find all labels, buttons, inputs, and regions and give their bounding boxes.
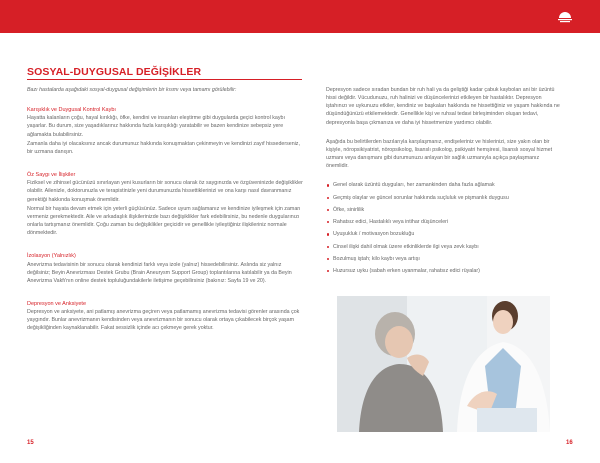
section-paragraph: Depresyon ve anksiyete, ani patlamış anevrizma geçiren veya patlamamış anevrizma tedavisi görenler arasında çok yaygındır. Bunlar anevrizmanın kendisinden veya anevrizmanın bir sonucu olarak ortaya çıkabilecek birçok yaşam değişikliğinden kaynaklanabilir. Fakat sessizlik içinde acı çekmeye gerek yoktur.: [27, 309, 300, 332]
right-column: [326, 86, 562, 279]
title-underline: [27, 79, 302, 80]
list-item: Öfke, sinirlilik: [326, 206, 562, 214]
list-item: Uyuşukluk / motivasyon bozukluğu: [326, 230, 562, 238]
rising-sun-logo-icon: [557, 9, 573, 23]
right-paragraph: Aşağıda bu belirtilerden bazılarıyla karşılaşmanız, endişeleriniz ve hislerinizi, size yakın olan bir kişiyle, nöropsikiyatrist, nöropsikolog, lisanslı psikolog, psikiyatri hemşiresi, lisanslı sosyal hizmet uzmanı veya danışmanı gibi durumunuzu anlayan bir sağlık uzmanıyla açıkça paylaşmanız önemlidir.: [326, 138, 553, 170]
list-item: Huzursuz uyku (sabah erken uyanmalar, rahatsız edici rüyalar): [326, 267, 562, 275]
doctor-patient-photo: [337, 296, 550, 432]
left-column: [27, 86, 305, 334]
consultation-illustration: [337, 296, 550, 432]
list-item: Geçmiş olaylar ve güncel sorunlar hakkında suçluluk ve pişmanlık duygusu: [326, 194, 562, 202]
section-paragraph: Zamanla daha iyi olacaksınız ancak durumunuz hakkında konuşmaktan çekinmeyin ve kendinizi zayıf hissederseniz, bir uzmana danışın.: [27, 140, 300, 155]
page-title: SOSYAL-DUYGUSAL DEĞİŞİKLER: [27, 66, 202, 78]
list-item: Cinsel ilişki dahil olmak üzere etkinliklerde ilgi veya zevk kaybı: [326, 243, 562, 251]
section-heading: İzolasyon (Yalnızlık): [27, 253, 76, 260]
list-item: Rahatsız edici, Hastalıklı veya intihar düşünceleri: [326, 218, 562, 226]
list-item: Bozulmuş iştah; kilo kaybı veya artışı: [326, 255, 562, 263]
section-paragraph: Anevrizma tedavisinin bir sonucu olarak kendinizi farklı veya izole (yalnız) hissedebilirsiniz. Aslında siz yalnız değilsiniz; Beyin Anevrizması Destek Grubu (Brain Aneurysm Support Group) toplantılarına katılabilir ya da Beyin Anevrizma Vakfı'nın online destek topluluğundakilerle iletişime geçebilirsiniz (bakınız: Sayfa 19 ve 20).: [27, 261, 292, 284]
section-heading: Öz Saygı ve İlişkiler: [27, 172, 76, 179]
section-heading: Depresyon ve Anksiyete: [27, 300, 87, 307]
section-paragraph: Normal bir hayata devam etmek için yeterli güçlüsünüz. Sadece uyum sağlamanız ve kendinize iyileşmek için zaman vermeniz gerekmektedir. Aile ve arkadaşlık ilişkilerinizde bazı değişiklikler fark edebilirsiniz, bu nedenle duygularınızı onlarla tartışmanız önemlidir. Çoğu zaman bu değişiklikler geçicidir ve genellikle iyileştiğiniz ilişkileriniz normale dönmektedir.: [27, 205, 301, 237]
section-paragraph: Fiziksel ve zihinsel gücünüzü sınırlayan yeni kusurların bir sonucu olarak öz saygınızda ve özgüveninizde değişiklikler olabilir. Ailenizle, doktorunuzla ve terapistinizle yeni durumunuzda hissettiklerinizi ve ona karşı nasıl davranmanız gerektiği hakkında konuşmak önemlidir.: [27, 180, 303, 203]
page-number-right: 16: [566, 440, 573, 446]
intro-text: Bazı hastalarda aşağıdaki sosyal-duygusal değişimlerin bir kısmı veya tamamı görülebilir:: [27, 87, 237, 93]
symptom-list: [326, 181, 562, 275]
section-paragraph: Hayatta kalanların çoğu, hayal kırıklığı, öfke, kendini ve insanları eleştirme gibi duygularda geçici kontrol kaybı yaşarlar. Bu durum, size yaşadıklarınız hakkında fazla karışıklığı yaratabilir ve bazen kendinize sebepsiz yere ağlamakta bulabilirsiniz.: [27, 115, 285, 138]
section-heading: Karışıklık ve Duygusal Kontrol Kaybı: [27, 107, 116, 114]
right-paragraph: Depresyon sadece sıradan bundan bir ruh hali ya da geliştiği kadar çabuk kaybolan ani bir üzüntü hissi değildir. Vücudunuzu, ruh halinizi ve düşüncelerinizi etkileyen bir hastalıktır. Depresyon iştahınızı ve uykunuzu etkiler, kendiniz ve başkaları hakkında ne hissettiğiniz ve yaşam hakkında ne düşündüğünüzü etkilemektedir. Genellikle kişi ve ruhsal tedavi birleşiminden oluşan tedavi, depresyonla başa çıkmanıza ve daha iyi hissetmenize yardımcı olabilir.: [326, 87, 560, 126]
page-number-left: 15: [27, 440, 34, 446]
list-item: Genel olarak üzüntü duyguları, her zamankinden daha fazla ağlamak: [326, 181, 562, 189]
header-bar: [0, 0, 600, 33]
